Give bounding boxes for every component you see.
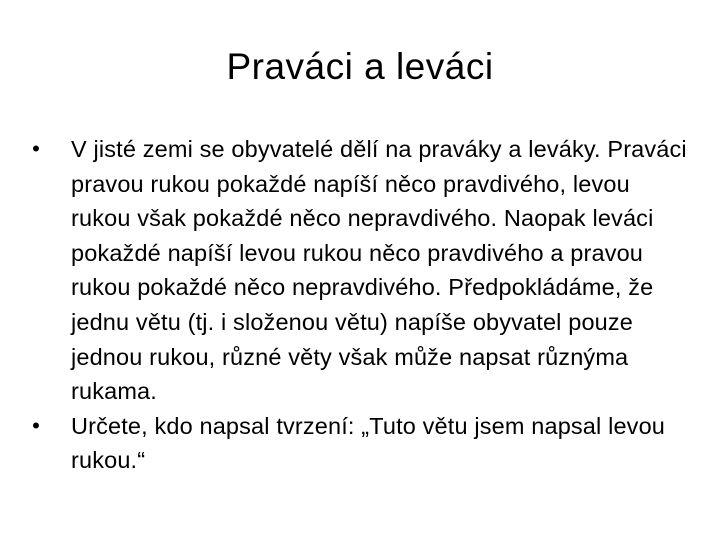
slide-title: Praváci a leváci [226,46,494,87]
bullet-icon: • [32,412,40,438]
bullet-item [26,132,694,409]
bullet-item [26,409,694,478]
bullet-text: V jisté zemi se obyvatelé dělí na praváky a leváky. Praváci pravou rukou pokaždé napíší něco pravdivého, levou rukou však pokaždé něco nepravdivého. Naopak leváci pokaždé napíší levou rukou něco pravdivého a pravou rukou pokaždé něco nepravdivého. Předpokládáme, že jednu větu (tj. i složenou větu) napíše obyvatel pouze jednou rukou, různé věty však může napsat různýma rukama. [71,136,687,405]
bullet-icon: • [32,136,40,161]
bullet-list [26,132,694,478]
bullet-text: Určete, kdo napsal tvrzení: „Tuto větu jsem napsal levou rukou.“ [71,412,666,474]
